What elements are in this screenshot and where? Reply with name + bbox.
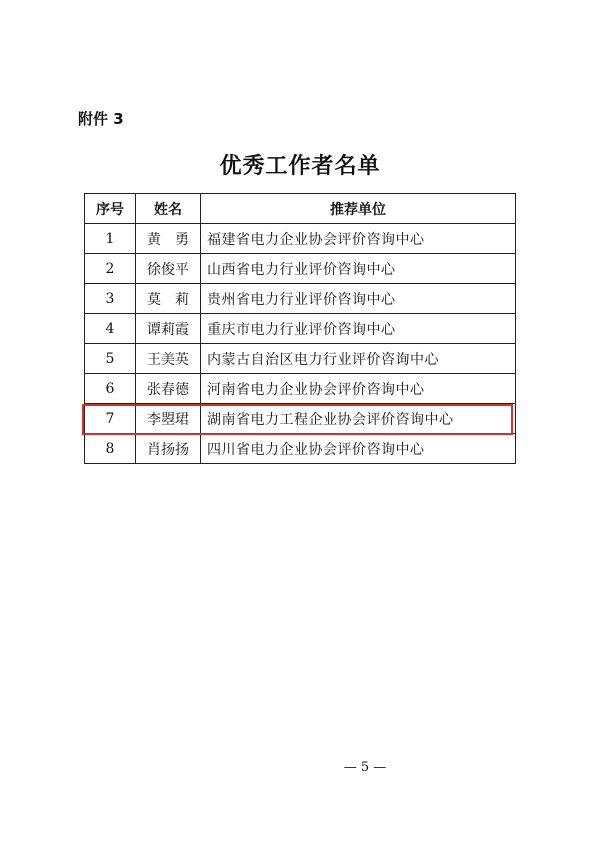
row-number: 5 (85, 344, 136, 374)
honoree-table (84, 193, 516, 464)
row-unit: 贵州省电力行业评价咨询中心 (201, 284, 516, 314)
row-name: 徐俊平 (136, 254, 201, 284)
table-row (85, 434, 516, 464)
attachment-label: 附件 3 (78, 110, 124, 128)
row-name: 肖扬扬 (136, 434, 201, 464)
row-unit: 湖南省电力工程企业协会评价咨询中心 (201, 404, 516, 434)
row-number: 3 (85, 284, 136, 314)
header-recommending-unit: 推荐单位 (201, 194, 516, 224)
page-number: — 5 — (343, 760, 387, 775)
row-unit: 福建省电力企业协会评价咨询中心 (201, 224, 516, 254)
row-number: 4 (85, 314, 136, 344)
document-title: 优秀工作者名单 (219, 153, 381, 179)
row-name: 李曌珺 (136, 404, 201, 434)
header-name: 姓名 (136, 194, 201, 224)
table-row-highlighted (85, 404, 516, 434)
table-row (85, 344, 516, 374)
row-name: 王美英 (136, 344, 201, 374)
table-row (85, 314, 516, 344)
row-unit: 重庆市电力行业评价咨询中心 (201, 314, 516, 344)
row-name: 莫 莉 (136, 284, 201, 314)
row-name: 黄 勇 (136, 224, 201, 254)
row-number: 2 (85, 254, 136, 284)
row-name: 谭莉霞 (136, 314, 201, 344)
row-number: 8 (85, 434, 136, 464)
table-row (85, 374, 516, 404)
row-number: 1 (85, 224, 136, 254)
table-row (85, 284, 516, 314)
row-number: 7 (85, 404, 136, 434)
row-unit: 河南省电力企业协会评价咨询中心 (201, 374, 516, 404)
row-unit: 山西省电力行业评价咨询中心 (201, 254, 516, 284)
table-row (85, 254, 516, 284)
row-name: 张春德 (136, 374, 201, 404)
header-serial-number: 序号 (85, 194, 136, 224)
row-number: 6 (85, 374, 136, 404)
table-row (85, 224, 516, 254)
row-unit: 四川省电力企业协会评价咨询中心 (201, 434, 516, 464)
row-unit: 内蒙古自治区电力行业评价咨询中心 (201, 344, 516, 374)
table-header-row (85, 194, 516, 224)
